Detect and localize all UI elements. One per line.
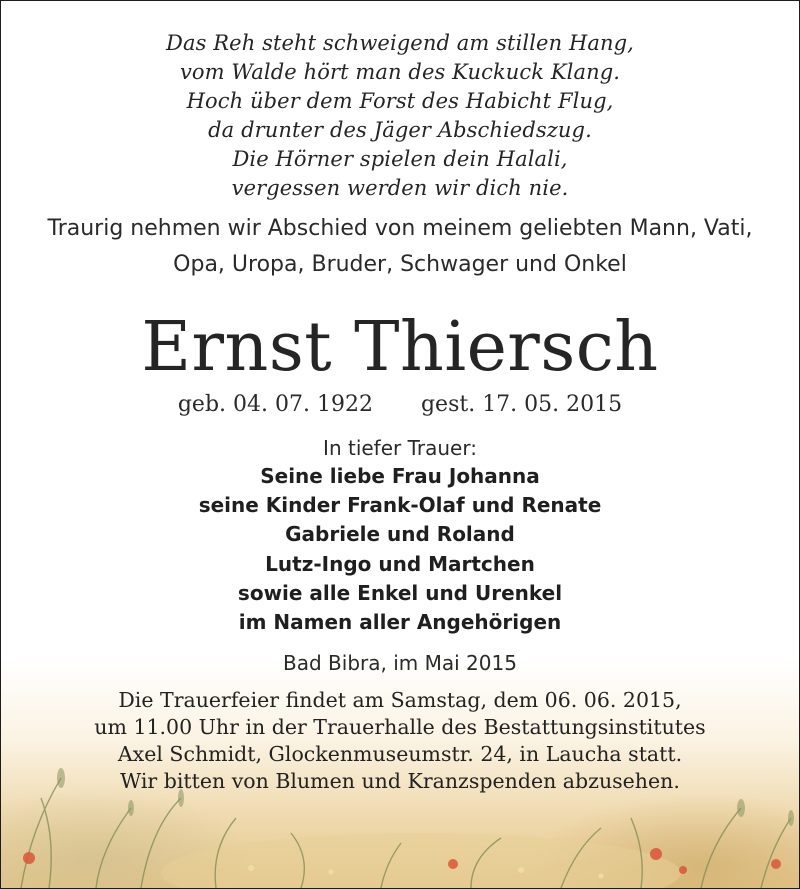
poem-line: vergessen werden wir dich nie.: [231, 176, 569, 200]
birth-date: geb. 04. 07. 1922: [177, 392, 373, 417]
mourner-line: seine Kinder Frank-Olaf und Renate: [198, 493, 602, 518]
intro-line: Opa, Uropa, Bruder, Schwager und Onkel: [173, 252, 627, 277]
poem-line: Die Hörner spielen dein Halali,: [232, 147, 568, 171]
intro-line: Traurig nehmen wir Abschied von meinem geliebten Mann, Vati,: [47, 216, 753, 241]
poem-line: vom Walde hört man des Kuckuck Klang.: [179, 60, 621, 84]
farewell-intro: [1, 211, 799, 283]
deceased-name: Ernst Thiersch: [141, 308, 659, 387]
funeral-info: [1, 687, 799, 795]
mourner-line: sowie alle Enkel und Urenkel: [237, 580, 563, 605]
poem-line: da drunter des Jäger Abschiedszug.: [208, 118, 592, 142]
memorial-poem: [1, 29, 799, 203]
mourner-line: im Namen aller Angehörigen: [238, 610, 562, 635]
poem-line: Das Reh steht schweigend am stillen Hang,: [166, 31, 634, 55]
funeral-line: um 11.00 Uhr in der Trauerhalle des Bestattungsinstitutes: [94, 715, 706, 739]
mourner-line: Gabriele und Roland: [285, 522, 515, 547]
death-date: gest. 17. 05. 2015: [420, 392, 623, 417]
notice-content: [1, 1, 799, 888]
funeral-line: Die Trauerfeier findet am Samstag, dem 06. 06. 2015,: [118, 688, 682, 712]
mourner-line: Seine liebe Frau Johanna: [260, 464, 540, 488]
funeral-line: Axel Schmidt, Glockenmuseumstr. 24, in Laucha statt.: [117, 742, 683, 766]
poem-line: Hoch über dem Forst des Habicht Flug,: [186, 89, 614, 113]
life-dates: [1, 390, 799, 420]
mourners-list: [1, 462, 799, 637]
mourning-label: In tiefer Trauer:: [323, 436, 477, 460]
place-and-date: Bad Bibra, im Mai 2015: [283, 651, 517, 675]
mourner-line: Lutz-Ingo und Martchen: [265, 551, 535, 576]
funeral-line: Wir bitten von Blumen und Kranzspenden abzusehen.: [120, 769, 680, 793]
